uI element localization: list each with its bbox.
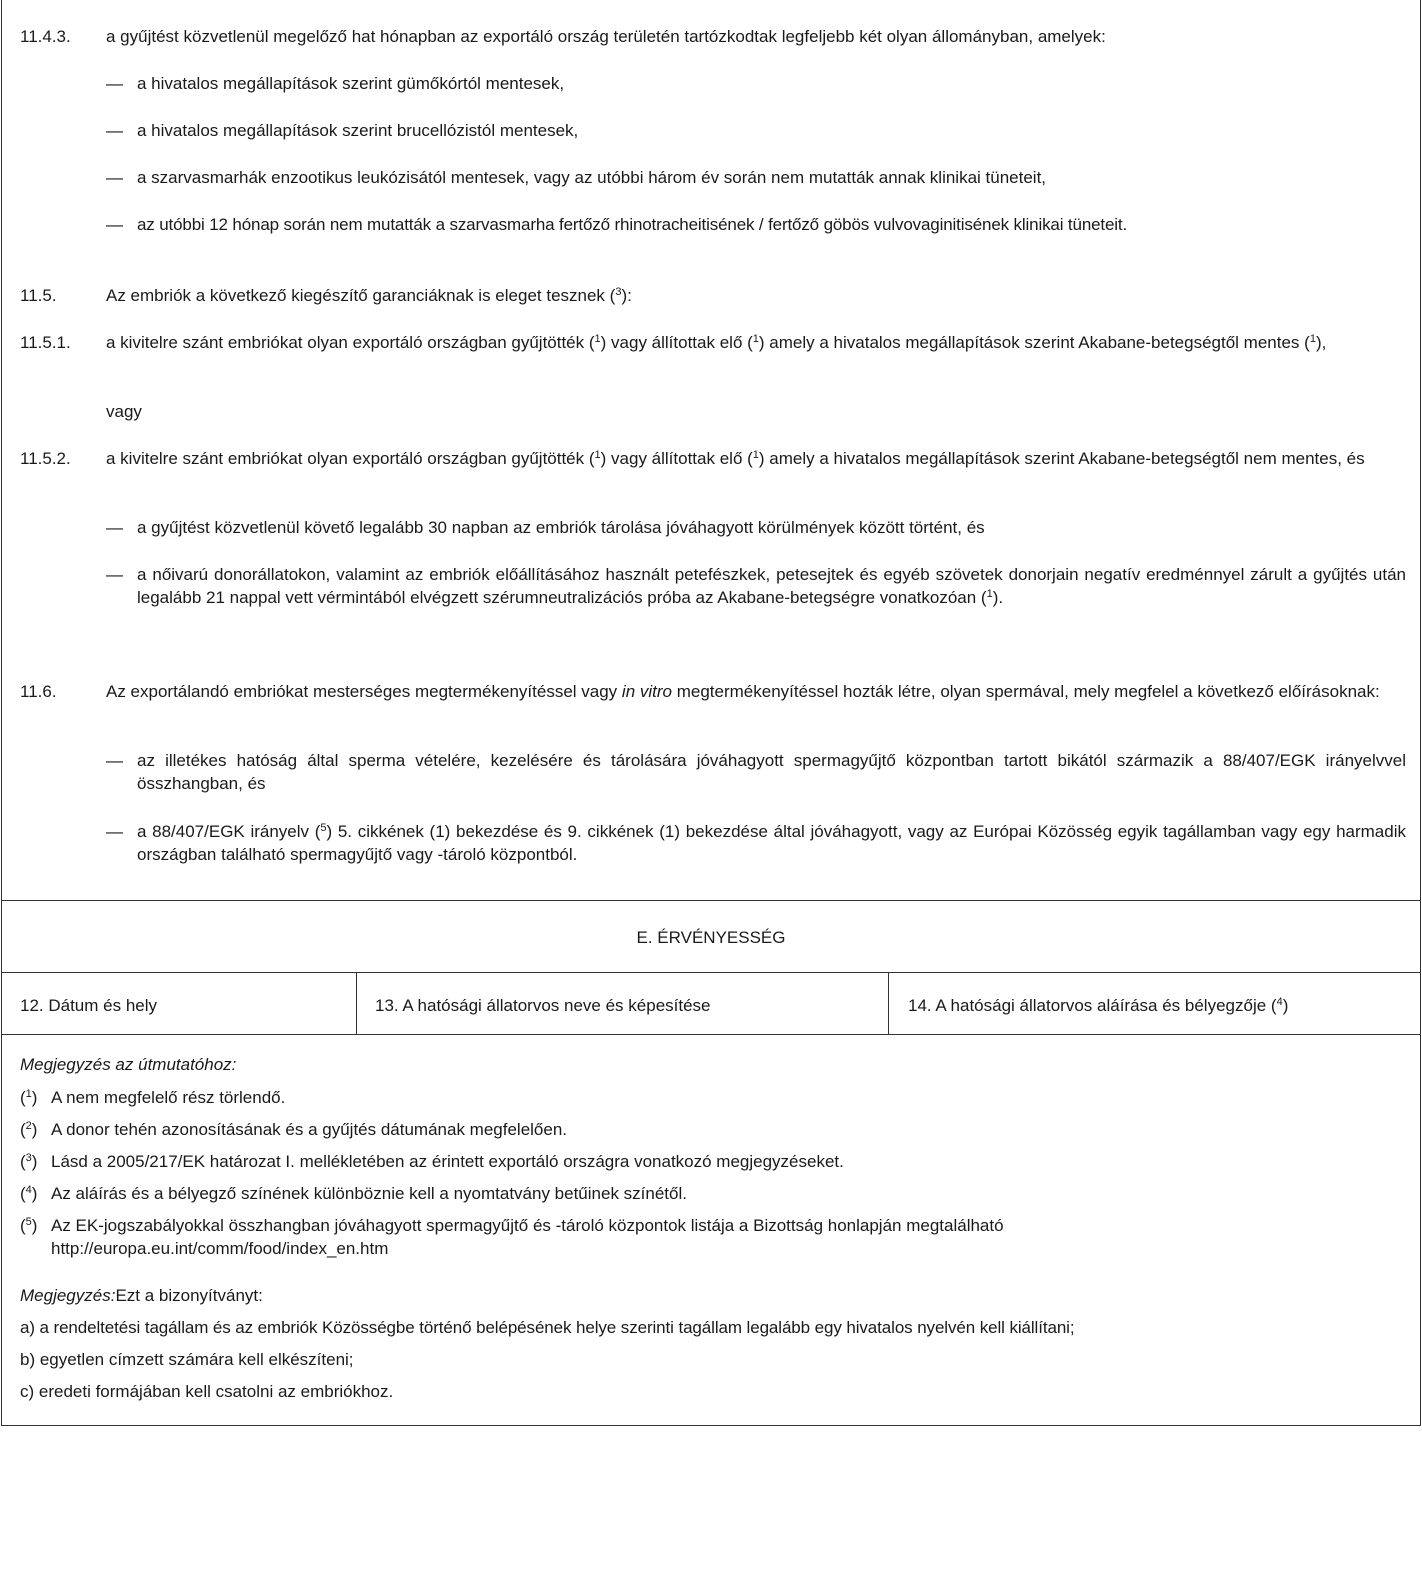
section-text: a kivitelre szánt embriókat olyan exportáló országban gyűjtötték ($^1$) vagy állítottak elő ($^1$) amely a hivatalos megállapítások szerint Akabane-betegségtől mentes ($^1$), [106,333,1327,352]
section-text: a gyűjtést közvetlenül megelőző hat hónapban az exportáló ország területén tartózkodtak legfeljebb két olyan állományban, amelyek: [106,27,1106,46]
dash: — [106,215,123,234]
certificate-note-title: Megjegyzés: [20,1286,116,1305]
section-number: 11.5.1. [20,333,71,352]
or-text: vagy [106,402,142,421]
note-item: b) egyetlen címzett számára kell elkészíteni; [20,1350,354,1369]
dash: — [106,74,123,93]
cell-vet-name: 13. A hatósági állatorvos neve és képesítése [375,996,711,1015]
bullet-text: a nőivarú donorállatokon, valamint az embriók előállításához használt petefészkek, petesejtek és egyéb szövetek donorjain negatív eredménnyel zárult a gyűjtés után legalább 21 nappal vett vérmintából elvégzett szérumneutralizációs próba az Akabane-betegségre vonatkozóan ($^1$). [137,565,1406,607]
bullet-text: az utóbbi 12 hónap során nem mutatták a szarvasmarha fertőző rhinotracheitisének / fertőző göbös vulvovaginitisének klinikai tüneteit. [137,215,1128,234]
divider [2,1034,1420,1035]
cell-vet-signature: 14. A hatósági állatorvos aláírása és bélyegzője ($^4$) [908,996,1289,1015]
bullet-text: a 88/407/EGK irányelv ($^5$) 5. cikkének (1) bekezdése és 9. cikkének (1) bekezdése által jóváhagyott, vagy az Európai Közösség egyik tagállamban vagy egy harmadik országban található spermagyűjtő vagy -tároló központból. [137,822,1406,864]
dash: — [106,751,123,770]
divider [2,900,1420,901]
section-number: 11.4.3. [20,27,71,46]
note-item: c) eredeti formájában kell csatolni az embriókhoz. [20,1382,394,1401]
cell-divider [888,972,889,1034]
bullet-text: a hivatalos megállapítások szerint brucellózistól mentesek, [137,121,579,140]
section-e-heading: E. ÉRVÉNYESSÉG [636,928,786,947]
cell-date-place: 12. Dátum és hely [20,996,158,1015]
bullet-text: a szarvasmarhák enzootikus leukózisától mentesek, vagy az utóbbi három év során nem mutatták annak klinikai tüneteit, [137,168,1047,187]
guide-note-title: Megjegyzés az útmutatóhoz: [20,1055,237,1074]
certificate-frame: 11.4.3. a gyűjtést közvetlenül megelőző hat hónapban az exportáló ország területén tartózkodtak legfeljebb két olyan állományban, amelyek: — a hivatalos megállapítások szerint gümőkórtól mentesek, — a hivatalos megállapítások szerint brucellózistól mentesek, — a szarvasmarhák enzootikus leukózisától mentesek, vagy az utóbbi három év során nem mutatták annak klinikai tüneteit, — az utóbbi 12 hónap során nem mutatták a szarvasmarha fertőző rhinotracheitisének / fertőző göbös vulvovaginitisének klinikai tüneteit. 11.5. Az embriók a következő kiegészítő garanciáknak is eleget tesznek ($^3$): 11.5.1. a kivitelre szánt embriókat olyan exportáló országban gyűjtötték ($^1$) vagy állítottak elő ($^1$) amely a hivatalos megállapítások szerint Akabane-betegségtől mentes ($^1$), vagy 11.5.2. a kivitelre szánt embriókat olyan exportáló országban gyűjtötték ($^1$) vagy állítottak elő ($^1$) amely a hivatalos megállapítások szerint Akabane-betegségtől nem mentes, és — a gyűjtést közvetlenül követő legalább 30 napban az embriók tárolása jóváhagyott körülmények között történt, és — a nőivarú donorállatokon, valamint az embriók előállításához használt petefészkek, petesejtek és egyéb szövetek donorjain negatív eredménnyel zárult a gyűjtés után legalább 21 nappal vett vérmintából elvégzett szérumneutralizációs próba az Akabane-betegségre vonatkozóan ($^1$). 11.6. Az exportálandó embriókat mesterséges megtermékenyítéssel vagy in vitro megtermékenyítéssel hozták létre, olyan spermával, mely megfelel a következő előírásoknak: — az illetékes hatóság által sperma vételére, kezelésére és tárolására jóváhagyott spermagyűjtő központban tartott bikától származik a 88/407/EGK irányelvvel összhangban, és — a 88/407/EGK irányelv ($^5$) 5. cikkének (1) bekezdése és 9. cikkének (1) bekezdése által jóváhagyott, vagy az Európai Közösség egyik tagállamban vagy egy harmadik országban található spermagyűjtő vagy -tároló központból. E. ÉRVÉNYESSÉG 12. Dátum és hely 13. A hatósági állatorvos neve és képesítése 14. A hatósági állatorvos aláírása és bélyegzője ($^4$) Megjegyzés az útmutatóhoz: ($^1$) A nem megfelelő rész törlendő. ($^2$) A donor tehén azonosításának és a gyűjtés dátumának megfelelően. ($^3$) Lásd a 2005/217/EK határozat I. mellékletében az érintett exportáló országra vonatkozó megjegyzéseket. ($^4$) Az aláírás és a bélyegző színének különböznie kell a nyomtatvány betűinek színétől. ($^5$) Az EK-jogszabályokkal összhangban jóváhagyott spermagyűjtő és -tároló központok listája a Bizottság honlapján megtalálható http://europa.eu.int/comm/food/index_en.htm Megjegyzés:Ezt a bizonyítványt: a) a rendeltetési tagállam és az embriók Közösségbe történő belépésének helye szerinti tagállam legalább egy hivatalos nyelvén kell kiállítani; b) egyetlen címzett számára kell elkészíteni; c) eredeti formájában kell csatolni az embriókhoz. [1,0,1421,1426]
bullet-text: a hivatalos megállapítások szerint gümőkórtól mentesek, [137,74,565,93]
section-text: Az exportálandó embriókat mesterséges megtermékenyítéssel vagy in vitro megtermékenyítéssel hozták létre, olyan spermával, mely megfelel a következő előírásoknak: [106,682,1380,701]
section-number: 11.5.2. [20,449,71,468]
divider [2,972,1420,973]
dash: — [106,565,123,584]
cell-divider [356,972,357,1034]
section-text: Az embriók a következő kiegészítő garanciáknak is eleget tesznek ($^3$): [106,286,632,305]
section-number: 11.5. [20,286,57,305]
dash: — [106,822,123,841]
section-number: 11.6. [20,682,57,701]
dash: — [106,168,123,187]
section-text: a kivitelre szánt embriókat olyan exportáló országban gyűjtötték ($^1$) vagy állítottak elő ($^1$) amely a hivatalos megállapítások szerint Akabane-betegségtől nem mentes, és [106,449,1365,468]
dash: — [106,518,123,537]
note-item: a) a rendeltetési tagállam és az embriók Közösségbe történő belépésének helye szerinti tagállam legalább egy hivatalos nyelvén kell kiállítani; [20,1318,1075,1337]
bullet-text: a gyűjtést közvetlenül követő legalább 30 napban az embriók tárolása jóváhagyott körülmények között történt, és [137,518,985,537]
certificate-note [20,1284,1406,1307]
certificate-note-intro: Ezt a bizonyítványt: [115,1286,263,1305]
dash: — [106,121,123,140]
bullet-text: az illetékes hatóság által sperma vételére, kezelésére és tárolására jóváhagyott spermagyűjtő központban tartott bikától származik a 88/407/EGK irányelvvel összhangban, és [137,751,1406,793]
